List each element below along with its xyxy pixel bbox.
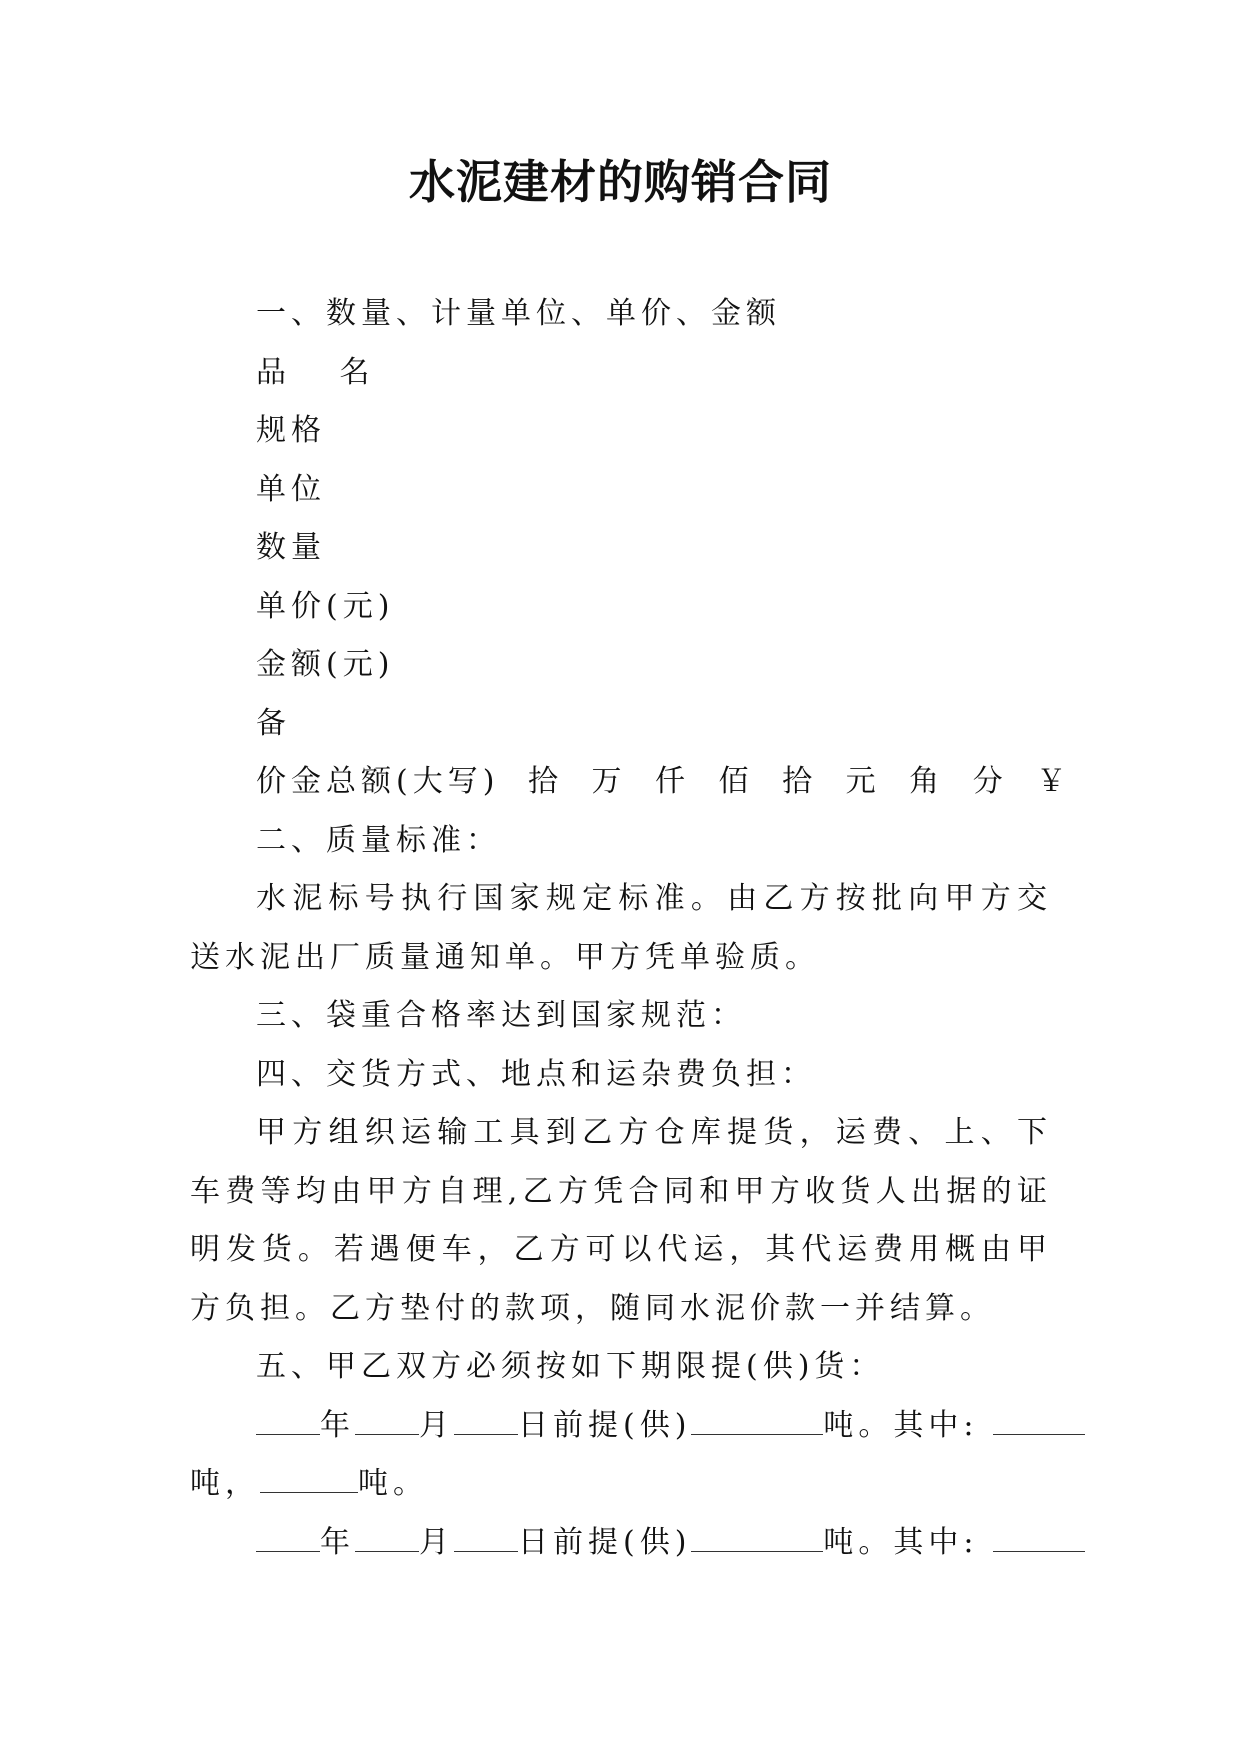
year-blank <box>256 1523 320 1552</box>
day-blank <box>454 1523 518 1552</box>
year-label: 年 <box>320 1524 355 1560</box>
sub-tonnage-blank <box>993 1406 1085 1435</box>
month-label: 月 <box>419 1524 454 1560</box>
total-amount-text: 价金总额(大写) 拾 万 仟 佰 拾 元 角 分 ￥ <box>256 764 1072 799</box>
delivery-schedule-line-1 <box>190 1397 1052 1456</box>
section-1-heading: 一、数量、计量单位、单价、金额 <box>256 296 781 331</box>
day-before-label: 日前提(供) <box>518 1407 692 1443</box>
year-blank <box>256 1406 320 1435</box>
delivery-schedule-line-2 <box>190 1514 1052 1573</box>
section-4-heading: 四、交货方式、地点和运杂费负担： <box>256 1056 816 1092</box>
document-title: 水泥建材的购销合同 <box>409 155 832 209</box>
day-before-label: 日前提(供) <box>518 1524 692 1560</box>
section-5-heading: 五、甲乙双方必须按如下期限提(供)货： <box>256 1349 885 1384</box>
tonnage-blank <box>691 1523 823 1552</box>
month-blank <box>355 1406 419 1435</box>
item-label: 品 名 <box>256 354 392 390</box>
item-quantity: 数量 <box>256 530 326 565</box>
section-3-heading: 三、袋重合格率达到国家规范： <box>256 998 746 1033</box>
ton-of-which-label: 吨。其中: <box>823 1524 979 1560</box>
month-label: 月 <box>419 1407 454 1443</box>
ton-comma-label: 吨， <box>190 1466 260 1501</box>
section-2-text: 水泥标号执行国家规定标准。由乙方按批向甲方交送水泥出厂质量通知单。甲方凭单验质。 <box>190 881 1052 975</box>
ton-of-which-label: 吨。其中: <box>823 1407 979 1443</box>
item-unit: 单位 <box>256 471 326 507</box>
year-label: 年 <box>320 1407 355 1443</box>
item-remark: 备 <box>256 705 291 741</box>
delivery-schedule-line-1-cont <box>190 1455 1052 1514</box>
item-product-name <box>190 344 1052 403</box>
tonnage-blank <box>691 1406 823 1435</box>
item-unit-price: 单价(元) <box>256 588 395 624</box>
sub-tonnage-blank-2 <box>260 1464 358 1493</box>
item-spec: 规格 <box>256 413 326 448</box>
item-amount: 金额(元) <box>256 647 395 682</box>
sub-tonnage-blank <box>993 1523 1085 1552</box>
document-body <box>190 285 1072 1572</box>
day-blank <box>454 1406 518 1435</box>
month-blank <box>355 1523 419 1552</box>
section-2-heading: 二、质量标准： <box>256 822 501 858</box>
section-4-text: 甲方组织运输工具到乙方仓库提货，运费、上、下车费等均由甲方自理,乙方凭合同和甲方收货人出据的证明发货。若遇便车，乙方可以代运，其代运费用概由甲方负担。乙方垫付的款项，随同水泥价款一并结算。 <box>190 1115 1052 1326</box>
total-amount-line <box>190 753 1072 812</box>
ton-end-label: 吨。 <box>358 1466 428 1501</box>
